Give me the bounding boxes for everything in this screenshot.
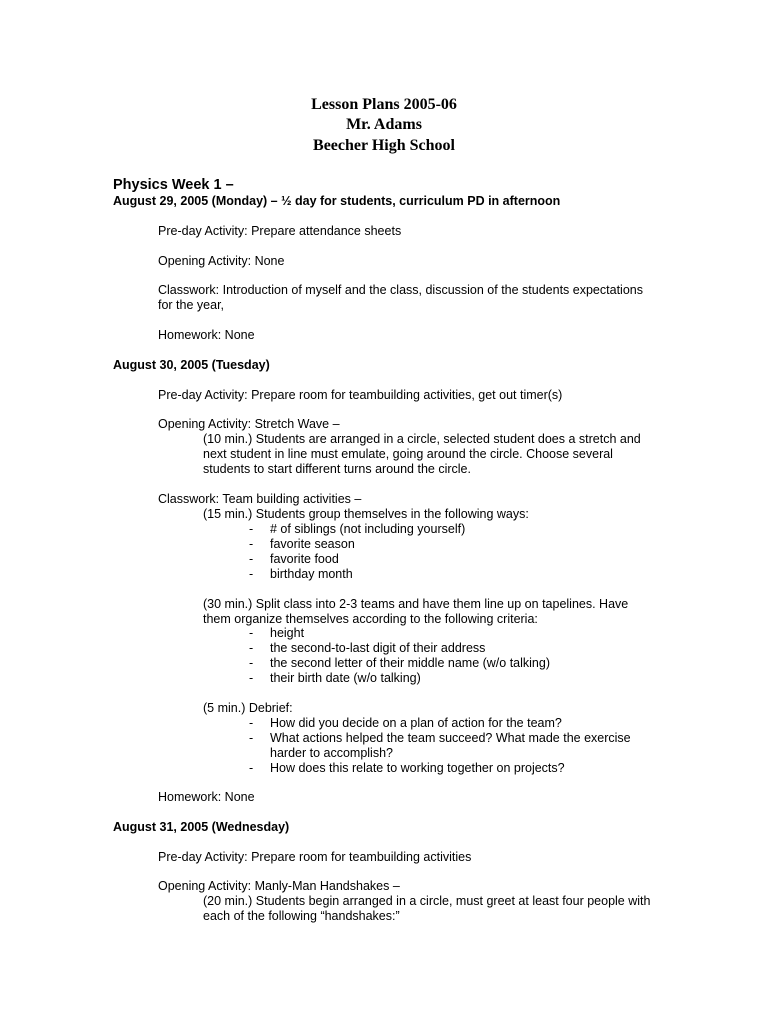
- group-item: # of siblings (not including yourself): [270, 522, 466, 536]
- day3-opening-desc-2: each of the following “handshakes:”: [203, 909, 400, 923]
- split-item: height: [270, 626, 305, 640]
- day1-heading: August 29, 2005 (Monday) – ½ day for students, curriculum PD in afternoon: [113, 194, 561, 208]
- day2-preday: Pre-day Activity: Prepare room for teambuilding activities, get out timer(s): [158, 388, 563, 402]
- bullet-dash: -: [249, 552, 254, 566]
- doc-teacher: Mr. Adams: [346, 116, 422, 133]
- debrief-item-continued: harder to accomplish?: [270, 746, 393, 760]
- day3-heading: August 31, 2005 (Wednesday): [113, 820, 290, 834]
- bullet-dash: -: [249, 731, 254, 745]
- group-item: favorite food: [270, 552, 339, 566]
- bullet-dash: -: [249, 761, 254, 775]
- day2-split-intro-2: them organize themselves according to the following criteria:: [203, 612, 538, 626]
- doc-title: Lesson Plans 2005-06: [311, 96, 457, 113]
- bullet-dash: -: [249, 537, 254, 551]
- day3-opening: Opening Activity: Manly-Man Handshakes –: [158, 879, 400, 893]
- day2-group-intro: (15 min.) Students group themselves in the following ways:: [203, 507, 529, 521]
- day1-homework: Homework: None: [158, 328, 255, 342]
- day1-classwork-line1: Classwork: Introduction of myself and the class, discussion of the students expectations: [158, 283, 643, 297]
- group-item: birthday month: [270, 567, 353, 581]
- day1-preday: Pre-day Activity: Prepare attendance sheets: [158, 224, 402, 238]
- day1-opening: Opening Activity: None: [158, 254, 285, 268]
- day2-opening-desc-2: next student in line must emulate, going around the circle. Choose several: [203, 447, 613, 461]
- week-heading: Physics Week 1 –: [113, 177, 234, 193]
- day2-heading: August 30, 2005 (Tuesday): [113, 358, 270, 372]
- day3-opening-desc-1: (20 min.) Students begin arranged in a circle, must greet at least four people with: [203, 894, 651, 908]
- day2-split-intro-1: (30 min.) Split class into 2-3 teams and have them line up on tapelines. Have: [203, 597, 629, 611]
- debrief-item: How does this relate to working together on projects?: [270, 761, 565, 775]
- split-item: the second-to-last digit of their address: [270, 641, 486, 655]
- bullet-dash: -: [249, 671, 254, 685]
- doc-school: Beecher High School: [313, 137, 455, 154]
- debrief-item: How did you decide on a plan of action for the team?: [270, 716, 562, 730]
- day2-opening: Opening Activity: Stretch Wave –: [158, 417, 340, 431]
- day2-debrief-intro: (5 min.) Debrief:: [203, 701, 293, 715]
- day2-homework: Homework: None: [158, 790, 255, 804]
- day2-opening-desc-3: students to start different turns around the circle.: [203, 462, 471, 476]
- bullet-dash: -: [249, 716, 254, 730]
- bullet-dash: -: [249, 626, 254, 640]
- bullet-dash: -: [249, 522, 254, 536]
- bullet-dash: -: [249, 567, 254, 581]
- bullet-dash: -: [249, 656, 254, 670]
- split-item: their birth date (w/o talking): [270, 671, 421, 685]
- day3-preday: Pre-day Activity: Prepare room for teambuilding activities: [158, 850, 472, 864]
- split-item: the second letter of their middle name (w/o talking): [270, 656, 550, 670]
- group-item: favorite season: [270, 537, 355, 551]
- day2-classwork: Classwork: Team building activities –: [158, 492, 362, 506]
- day1-classwork-line2: for the year,: [158, 298, 225, 312]
- day2-opening-desc-1: (10 min.) Students are arranged in a circle, selected student does a stretch and: [203, 432, 641, 446]
- debrief-item: What actions helped the team succeed? What made the exercise: [270, 731, 631, 745]
- bullet-dash: -: [249, 641, 254, 655]
